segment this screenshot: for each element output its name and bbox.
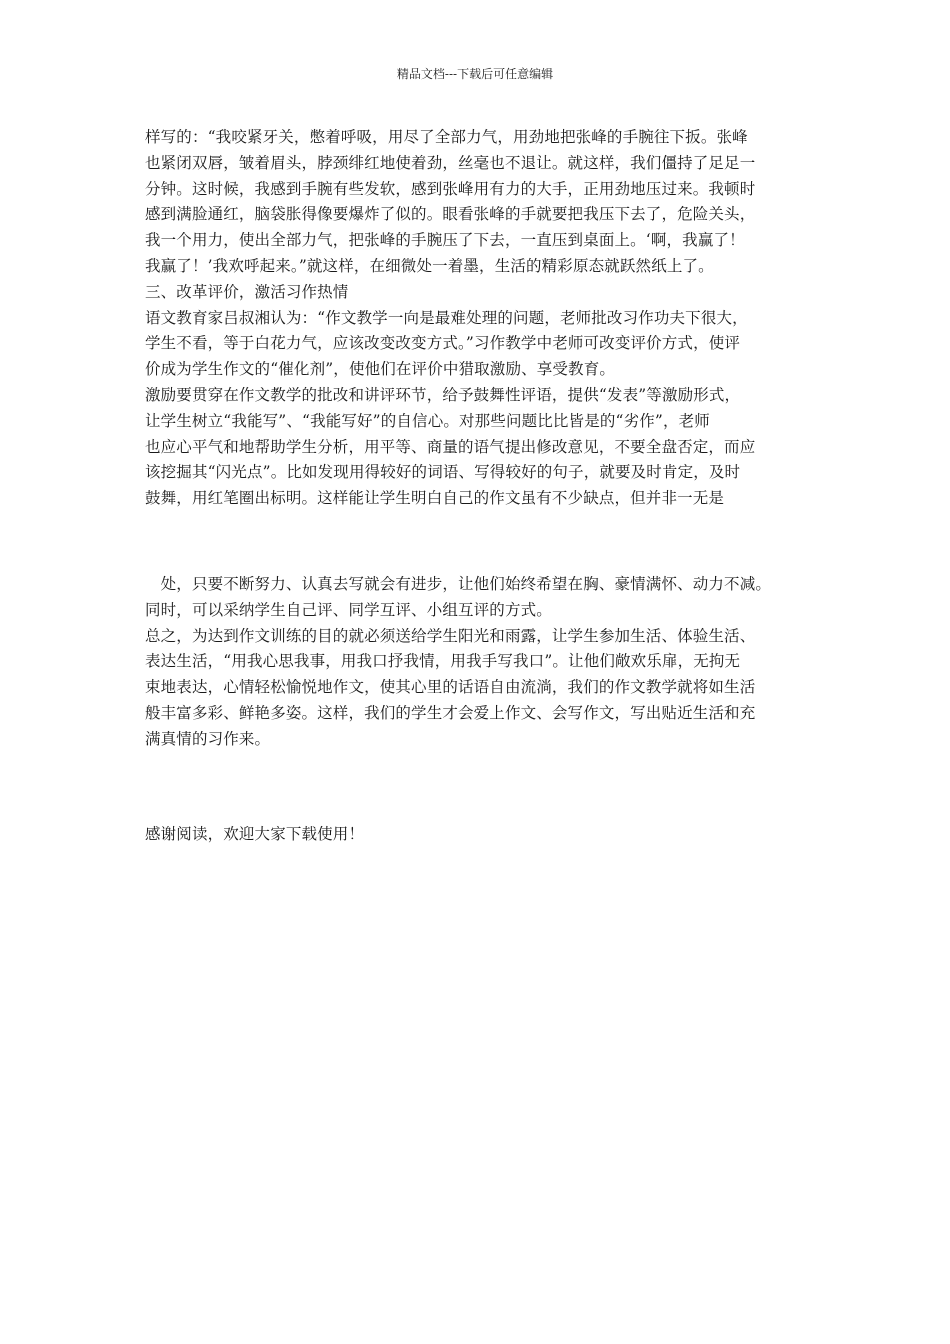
text-line: 样写的：“我咬紧牙关，憋着呼吸，用尽了全部力气，用劲地把张峰的手腕往下扳。张峰 [145,128,748,146]
text-line: 我一个用力，使出全部力气，把张峰的手腕压了下去，一直压到桌面上。‘啊，我赢了！ [145,231,745,250]
closing-block [145,822,815,848]
text-line: 学生不看，等于白花力气，应该改变改变方式。”习作教学中老师可改变评价方式，使评 [145,334,741,353]
text-line: 价成为学生作文的“催化剂”，使他们在评价中猎取激励、享受教育。 [145,360,616,379]
text-line: 让学生树立“我能写”、“我能写好”的自信心。对那些问题比比皆是的“劣作”，老师 [145,411,710,430]
text-line: 该挖掘其“闪光点”。比如发现用得较好的词语、写得较好的句子，就要及时肯定，及时 [145,463,741,482]
closing-text: 感谢阅读，欢迎大家下载使用！ [145,825,365,843]
body-block-1 [145,125,815,512]
text-line: 满真情的习作来。 [145,729,271,748]
text-line: 语文教育家吕叔湘认为：“作文教学一向是最难处理的问题，老师批改习作功夫下很大， [145,308,748,327]
text-line: 表达生活，“用我心思我事，用我口抒我情，用我手写我口”。让他们敞欢乐扉，无拘无 [145,652,741,671]
text-line: 感到满脸通红，脑袋胀得像要爆炸了似的。眼看张峰的手就要把我压下去了，危险关头， [145,205,756,224]
text-line: 般丰富多彩、鲜艳多姿。这样，我们的学生才会爱上作文、会写作文，写出贴近生活和充 [145,703,756,722]
text-line: 鼓舞，用红笔圈出标明。这样能让学生明白自己的作文虽有不少缺点，但并非一无是 [145,489,725,508]
section-heading: 三、改革评价，激活习作热情 [145,282,349,301]
text-line: 激励要贯穿在作文教学的批改和讲评环节，给予鼓舞性评语，提供“发表”等激励形式， [145,385,741,404]
text-line: 也紧闭双唇，皱着眉头，脖颈绯红地使着劲，丝毫也不退让。就这样，我们僵持了足足一 [145,153,756,172]
text-line: 处，只要不断努力、认真去写就会有进步，让他们始终希望在胸、豪情满怀、动力不减。 [145,575,772,593]
text-line: 同时，可以采纳学生自己评、同学互评、小组互评的方式。 [145,600,552,619]
page-header: 精品文档---下载后可任意编辑 [396,67,554,81]
body-block-2 [145,572,815,753]
text-line: 束地表达，心情轻松愉悦地作文，使其心里的话语自由流淌，我们的作文教学就将如生活 [145,678,756,697]
text-line: 我赢了！’我欢呼起来。”就这样，在细微处一着墨，生活的精彩原态就跃然纸上了。 [145,256,714,275]
text-line: 分钟。这时候，我感到手腕有些发软，感到张峰用有力的大手，正用劲地压过来。我顿时 [145,179,756,198]
text-line: 也应心平气和地帮助学生分析，用平等、商量的语气提出修改意见，不要全盘否定，而应 [145,437,756,456]
text-line: 总之，为达到作文训练的目的就必须送给学生阳光和雨露，让学生参加生活、体验生活、 [145,626,756,645]
